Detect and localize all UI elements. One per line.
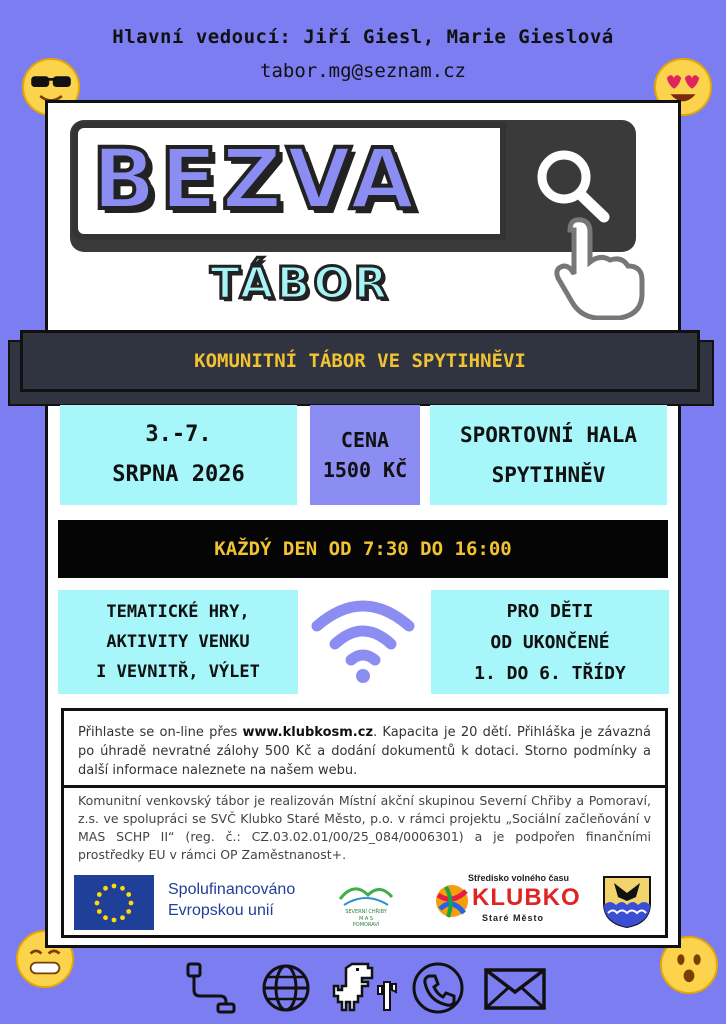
klubko-logo — [434, 873, 594, 929]
pointing-hand-icon — [540, 210, 650, 320]
subtitle-banner — [20, 330, 700, 392]
eu-text-line-2: Evropskou unií — [168, 902, 274, 919]
activities-box — [58, 590, 298, 694]
venue-town: SPYTIHNĚV — [491, 463, 606, 487]
signup-text-before: Přihlaste se on-line přes — [78, 725, 243, 740]
kids-line-2: OD UKONČENÉ — [490, 631, 610, 653]
hours-text: KAŽDÝ DEN OD 7:30 DO 16:00 — [214, 538, 512, 560]
price-value: 1500 KČ — [322, 458, 408, 482]
activities-line-1: TEMATICKÉ HRY, — [106, 602, 250, 622]
kids-box — [431, 590, 669, 694]
globe-icon[interactable] — [258, 960, 314, 1016]
kids-line-1: PRO DĚTI — [506, 600, 594, 622]
eu-text — [168, 879, 295, 921]
cable-icon — [182, 960, 238, 1016]
date-box — [60, 405, 297, 505]
mail-icon[interactable] — [482, 960, 548, 1016]
kids-line-3: 1. DO 6. TŘÍDY — [474, 662, 626, 684]
activities-line-3: I VEVNITŘ, VÝLET — [96, 662, 260, 682]
banner-text: KOMUNITNÍ TÁBOR VE SPYTIHNĚVI — [194, 350, 526, 372]
date-day: 3.-7. — [145, 422, 212, 447]
klubko-ball-icon — [434, 881, 470, 921]
title-main: BEZVA — [92, 130, 419, 228]
klubko-tagline: Středisko volného času — [468, 873, 570, 883]
date-month: SRPNA 2026 — [112, 462, 245, 487]
signup-text-after: . Kapacita je 20 dětí. Přihláška je závazná po úhradě nevratné zálohy 500 Kč a dodání dokumentů k dotaci. Storno podmínky a další informace naleznete na našem webu. — [78, 725, 651, 778]
funding-text: Komunitní venkovský tábor je realizován Místní akční skupinou Severní Chřiby a Pomoraví, z.s. ve spolupráci se SVČ Klubko Staré Město, p.o. v rámci projektu „Sociální začleňování v MAS SCHP II“ (reg. č.: CZ.03.02.01/00/25_084/0006301) a je podpořen finančními prostředky EU v rámci OP Zaměstnanost+. — [78, 793, 651, 862]
activities-line-2: AKTIVITY VENKU — [106, 632, 250, 652]
svg-text:POMORAVÍ: POMORAVÍ — [352, 922, 380, 927]
mas-logo-icon — [334, 877, 398, 927]
website-link[interactable]: www.klubkosm.cz — [242, 725, 374, 740]
svg-text:M A S: M A S — [358, 916, 374, 922]
venue-box — [430, 405, 667, 505]
phone-icon[interactable] — [410, 960, 466, 1016]
svg-text:SEVERNÍ CHŘIBY: SEVERNÍ CHŘIBY — [345, 909, 387, 915]
price-box — [310, 405, 420, 505]
town-crest-icon — [600, 873, 654, 929]
dino-icon — [332, 960, 402, 1016]
klubko-name: KLUBKO — [472, 884, 581, 911]
klubko-city: Staré Město — [482, 913, 545, 923]
venue-name: SPORTOVNÍ HALA — [459, 423, 637, 447]
eu-flag-icon — [74, 875, 154, 930]
email-line[interactable]: tabor.mg@seznam.cz — [260, 60, 466, 82]
logos-row — [64, 871, 665, 933]
wifi-icon — [303, 590, 423, 690]
signup-text — [64, 711, 665, 788]
leaders-line: Hlavní vedoucí: Jiří Giesl, Marie Gieslová — [112, 26, 614, 48]
hours-bar — [58, 520, 668, 578]
eu-text-line-1: Spolufinancováno — [168, 881, 296, 898]
info-panel — [61, 708, 668, 938]
title-sub: TÁBOR — [210, 258, 391, 309]
footer-icons — [182, 960, 552, 1020]
price-label: CENA — [340, 428, 390, 452]
